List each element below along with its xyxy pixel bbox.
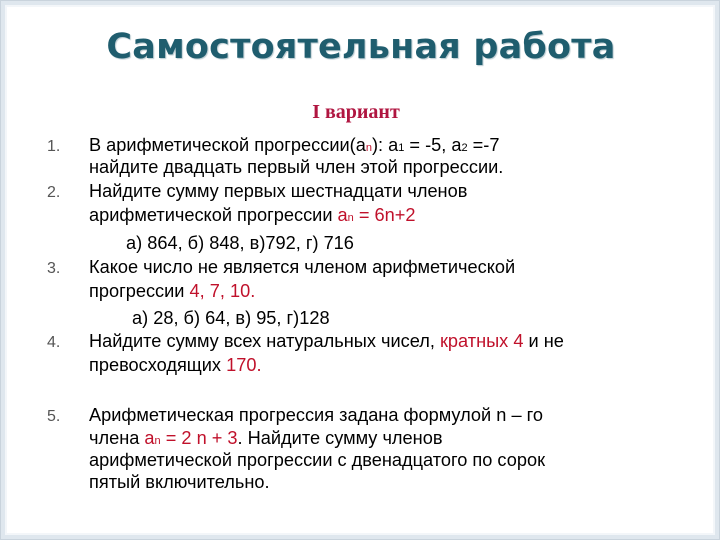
- task-1-line-2: найдите двадцать первый член этой прогрессии.: [89, 157, 504, 177]
- task-4-value: 170.: [226, 355, 262, 375]
- task-5-line-2: [89, 429, 442, 447]
- task-2-subscript-n: n: [347, 212, 354, 224]
- task-5-line-4: пятый включительно.: [89, 472, 270, 492]
- task-2-line-1: Найдите сумму первых шестнадцати членов: [89, 181, 468, 201]
- task-2-formula: = 6n+2: [353, 205, 416, 225]
- task-4-text-2: превосходящих: [89, 355, 227, 375]
- task-4-text: Найдите сумму всех натуральных чисел,: [89, 331, 440, 351]
- task-3-values: 4, 7, 10.: [189, 281, 256, 301]
- task-1-line-1: [89, 136, 499, 154]
- task-3-line-2: [89, 282, 255, 300]
- task-5-formula: = 2 n + 3: [160, 428, 238, 448]
- task-5-text-2: члена: [89, 428, 145, 448]
- task-3-options: а) 28, б) 64, в) 95, г)128: [132, 308, 330, 328]
- task-2-number: 2.: [47, 184, 61, 201]
- task-5-subscript-n: n: [154, 435, 161, 447]
- task-3-number: 3.: [47, 260, 61, 277]
- task-1-text: В арифметической прогрессии(a: [89, 135, 366, 155]
- task-list: [1, 1, 720, 541]
- task-2-formula-a: a: [337, 205, 348, 225]
- task-5-n: n: [496, 405, 507, 425]
- task-5-line-3: арифметической прогрессии с двенадцатого по сорок: [89, 450, 546, 470]
- task-1-number: 1.: [47, 138, 61, 155]
- task-2-text: арифметической прогрессии: [89, 205, 338, 225]
- variant-heading: I вариант: [312, 101, 400, 123]
- task-5-formula-a: a: [144, 428, 155, 448]
- task-1-text-mid: ): a: [371, 135, 399, 155]
- task-4-text-suffix: и не: [523, 331, 564, 351]
- task-4-line-1: [89, 332, 564, 350]
- task-4-number: 4.: [47, 334, 61, 351]
- task-5-number: 5.: [47, 408, 61, 425]
- task-5-text-suffix: – го: [506, 405, 543, 425]
- task-3-text: прогрессии: [89, 281, 190, 301]
- task-1-eq2: =-7: [467, 135, 500, 155]
- task-1-eq1: = -5, a: [404, 135, 462, 155]
- task-2-options: а) 864, б) 848, в)792, г) 716: [126, 233, 354, 253]
- task-4-highlight: кратных 4: [439, 331, 524, 351]
- task-3-line-1: Какое число не является членом арифметической: [89, 257, 516, 277]
- task-1-subscript-2: 2: [461, 142, 468, 154]
- task-2-line-2: [89, 206, 416, 224]
- task-1-subscript-n: n: [365, 142, 372, 154]
- task-4-line-2: [89, 356, 262, 374]
- task-5-text: Арифметическая прогрессия задана формулой: [89, 405, 497, 425]
- task-1-subscript-1: 1: [398, 142, 405, 154]
- slide-title: Самостоятельная работа: [106, 27, 616, 67]
- task-5-line-1: [89, 406, 543, 424]
- task-5-text-2-suffix: . Найдите сумму членов: [237, 428, 443, 448]
